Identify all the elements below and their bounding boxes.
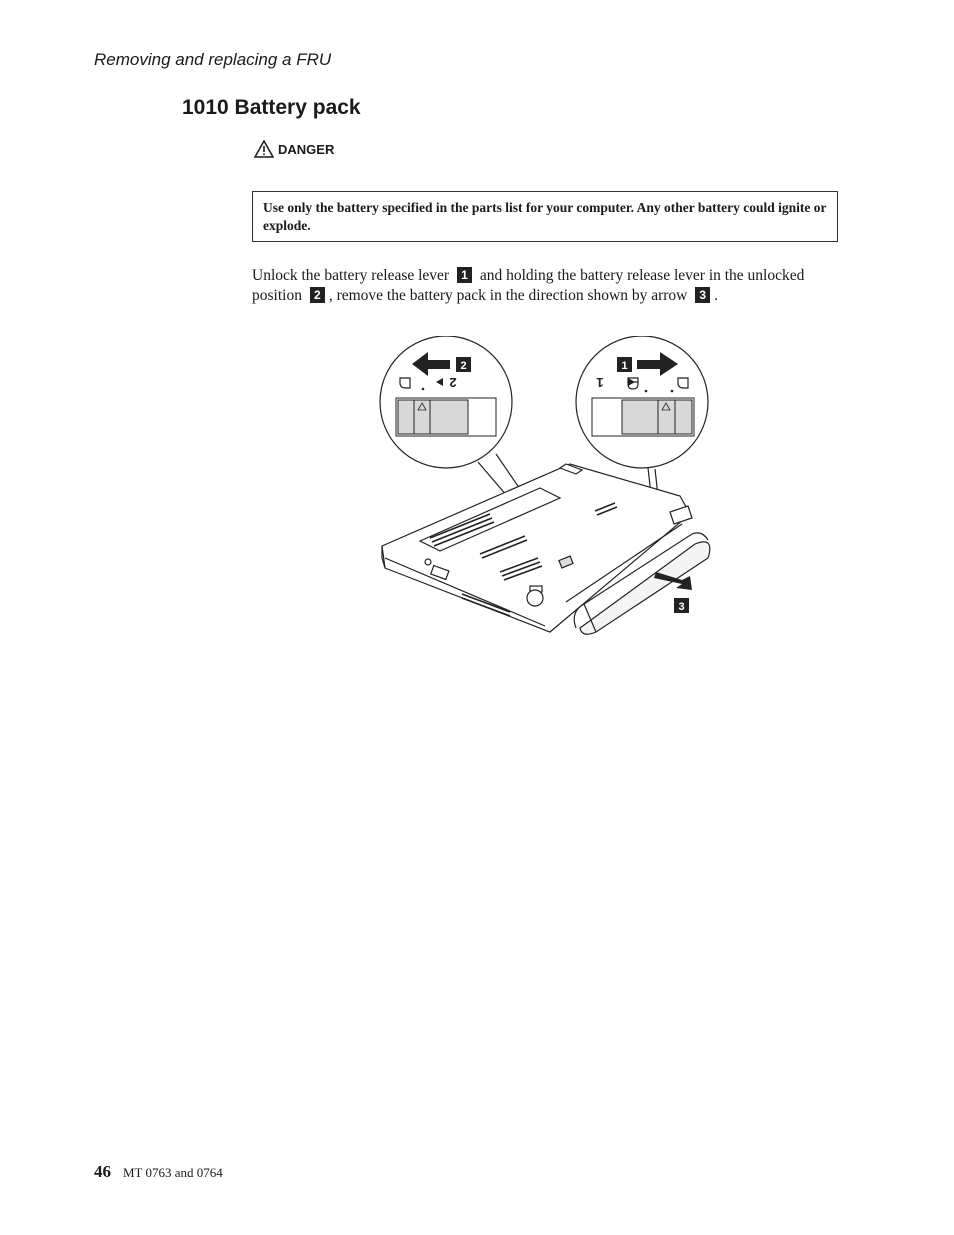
danger-label-row [254,140,334,158]
instruction-text-3: , remove the battery pack in the direction shown by arrow [328,286,688,304]
laptop-illustration [382,464,690,632]
battery-callout [674,598,689,613]
running-header: Removing and replacing a FRU [94,50,332,69]
callout-3: 3 [695,287,710,303]
detail-circle-right [576,336,708,468]
section-title: 1010 Battery pack [182,96,361,119]
instruction-text-1: Unlock the battery release lever [252,267,450,284]
danger-label: DANGER [278,141,335,157]
warning-triangle-icon [254,140,274,158]
battery-removal-figure [370,336,720,636]
callout-1: 1 [457,267,472,283]
lever-mark-left: 2 [449,375,457,390]
detail-circle-left [380,336,512,468]
left-callout-label: 2 [460,360,467,372]
instruction-text-4: . [714,286,719,304]
lever-mark-right: 1 [596,375,604,390]
page-footer [94,1162,223,1182]
document-id: MT 0763 and 0764 [123,1165,223,1180]
right-callout-label: 1 [621,360,628,372]
instruction-paragraph [252,266,842,305]
page-number: 46 [94,1162,111,1181]
danger-notice-box [252,191,838,242]
danger-message: Use only the battery specified in the parts list for your computer. Any other battery could ignite or explode. [263,200,827,233]
battery-callout-label: 3 [678,601,685,613]
instruction-text-2: and holding the battery release lever in the unlocked position [252,267,805,304]
callout-2: 2 [310,287,325,303]
